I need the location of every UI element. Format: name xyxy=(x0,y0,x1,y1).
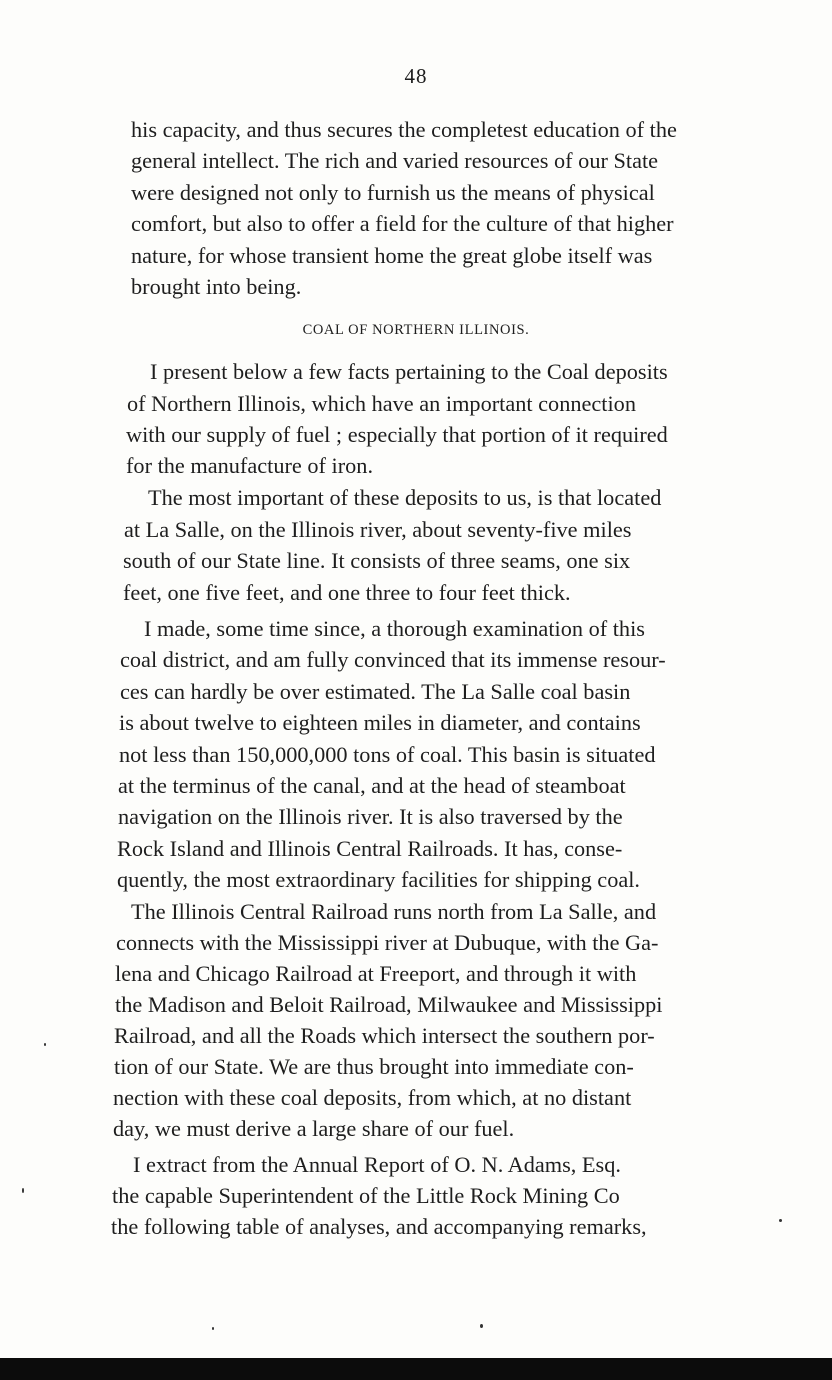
text-line: connects with the Mississippi river at Dubuque, with the Ga- xyxy=(116,930,659,955)
text-line: not less than 150,000,000 tons of coal. This basin is situated xyxy=(119,742,656,767)
text-line: The most important of these deposits to us, is that located xyxy=(148,485,662,510)
text-line: Rock Island and Illinois Central Railroads. It has, conse- xyxy=(117,836,623,861)
text-line: the capable Superintendent of the Little Rock Mining Co xyxy=(112,1183,620,1208)
text-line: feet, one five feet, and one three to four feet thick. xyxy=(123,580,571,605)
text-line: lena and Chicago Railroad at Freeport, and through it with xyxy=(115,961,637,986)
scan-border xyxy=(0,1358,832,1380)
text-line: ces can hardly be over estimated. The La Salle coal basin xyxy=(120,679,631,704)
ink-speck xyxy=(212,1327,214,1330)
page-number: 48 xyxy=(404,64,428,88)
ink-speck xyxy=(22,1188,24,1193)
text-line: for the manufacture of iron. xyxy=(126,453,374,478)
text-line: the following table of analyses, and accompanying remarks, xyxy=(111,1214,647,1239)
ink-speck xyxy=(480,1324,483,1328)
text-line: were designed not only to furnish us the means of physical xyxy=(131,180,655,205)
ink-speck xyxy=(44,1043,46,1046)
text-line: at the terminus of the canal, and at the head of steamboat xyxy=(118,773,626,798)
text-line: navigation on the Illinois river. It is also traversed by the xyxy=(118,804,623,829)
text-line: quently, the most extraordinary facilities for shipping coal. xyxy=(117,867,641,892)
text-line: the Madison and Beloit Railroad, Milwaukee and Mississippi xyxy=(115,992,663,1017)
text-line: brought into being. xyxy=(131,274,302,299)
text-line: Railroad, and all the Roads which intersect the southern por- xyxy=(114,1023,655,1048)
text-line: coal district, and am fully convinced that its immense resour- xyxy=(120,647,666,672)
text-line: at La Salle, on the Illinois river, about seventy-five miles xyxy=(124,517,632,542)
text-line: day, we must derive a large share of our fuel. xyxy=(113,1116,515,1141)
text-line: with our supply of fuel ; especially that portion of it required xyxy=(126,422,668,447)
text-line: is about twelve to eighteen miles in diameter, and contains xyxy=(119,710,641,735)
text-line: I present below a few facts pertaining to the Coal deposits xyxy=(150,359,668,384)
text-line: I extract from the Annual Report of O. N. Adams, Esq. xyxy=(133,1152,621,1177)
text-line: nection with these coal deposits, from which, at no distant xyxy=(113,1085,632,1110)
text-line: nature, for whose transient home the great globe itself was xyxy=(131,243,653,268)
text-line: of Northern Illinois, which have an important connection xyxy=(127,391,636,416)
text-line: I made, some time since, a thorough examination of this xyxy=(144,616,645,641)
text-line: comfort, but also to offer a field for the culture of that higher xyxy=(131,211,674,236)
text-line: his capacity, and thus secures the completest education of the xyxy=(131,117,677,142)
text-line: general intellect. The rich and varied resources of our State xyxy=(131,148,659,173)
text-line: tion of our State. We are thus brought into immediate con- xyxy=(114,1054,634,1079)
ink-speck xyxy=(779,1219,782,1222)
section-heading: COAL OF NORTHERN ILLINOIS. xyxy=(302,322,530,338)
text-line: The Illinois Central Railroad runs north from La Salle, and xyxy=(131,899,657,924)
text-line: south of our State line. It consists of three seams, one six xyxy=(123,548,631,573)
